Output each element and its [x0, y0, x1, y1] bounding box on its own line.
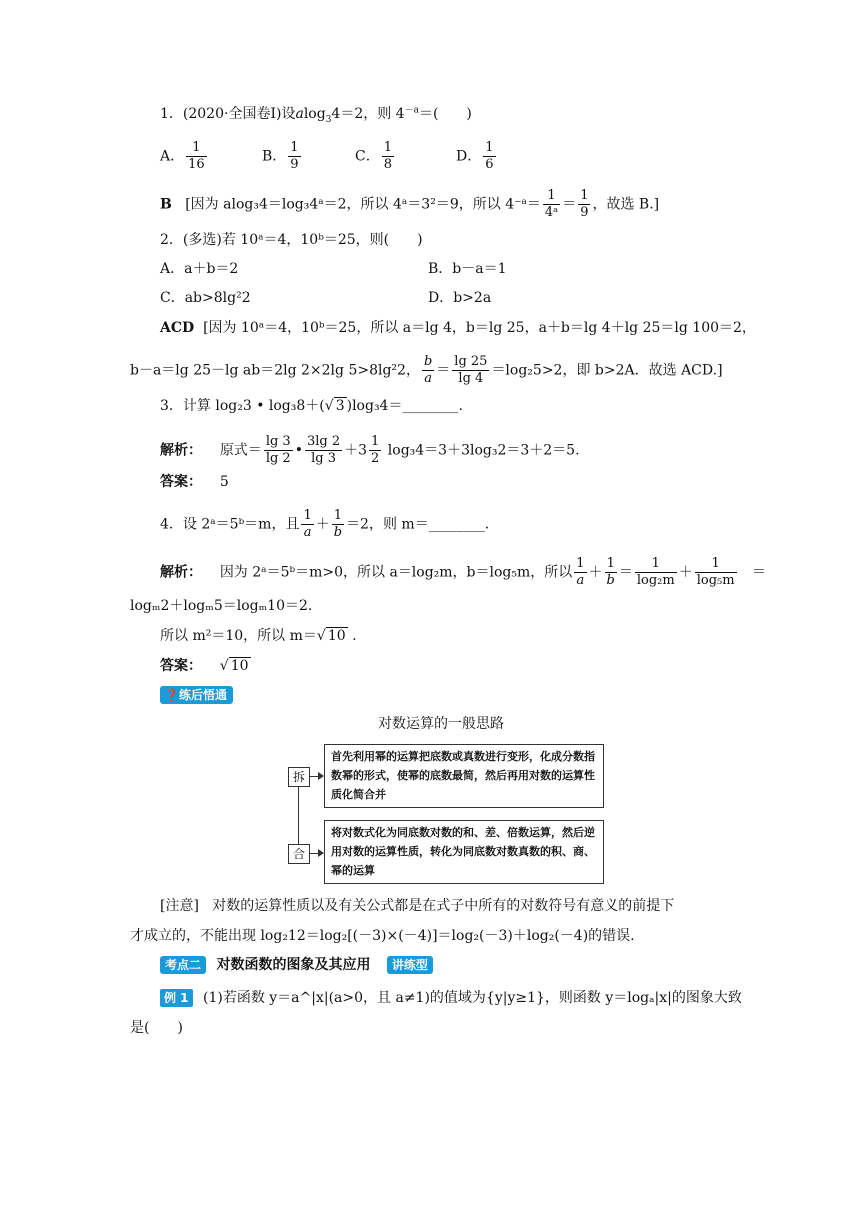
section-type-tag: 讲练型	[387, 956, 433, 974]
section-tag: 考点二	[160, 956, 206, 974]
q4-solution-line2: logₘ2＋logₘ5＝logₘ10＝2.	[130, 598, 313, 614]
q1-answer: B [因为 alog₃4＝log₃4ᵃ＝2，所以 4ᵃ＝3²＝9，所以 4⁻ᵃ＝ $\frac{1}{\text{4ᵃ}}$ ＝ $\frac{1}{9}$ ，故选 B.]	[160, 188, 660, 220]
q2-stem: 2．(多选)若 10ᵃ＝4，10ᵇ＝25，则( )	[160, 232, 423, 248]
example-line1: 例 1 (1)若函数 y＝a^|x|(a>0，且 a≠1)的值域为{y|y≥1}，则函数 y＝logₐ|x|的图象大致	[160, 988, 742, 1008]
q3-stem: 3．计算 log₂3 • log₃8＋(√ 3 )log₃4＝________.	[160, 398, 463, 414]
q2-option-c: C．ab>8lg²2	[160, 290, 251, 306]
section-header	[160, 956, 433, 974]
q1-option-a: A． $\frac{1}{16}$	[160, 140, 205, 172]
q1-option-b: B． $\frac{1}{9}$	[262, 140, 299, 172]
example-tag: 例 1	[160, 989, 193, 1007]
q4-answer: 答案： √ 10	[160, 658, 249, 674]
q3-answer: 答案： 5	[160, 474, 229, 490]
q4-solution: 解析： 因为 2ᵃ＝5ᵇ＝m>0，所以 a＝log₂m，b＝log₅m，所以 $\frac{1}{a}$ ＋ $\frac{1}{b}$ ＝ $\frac{1}{\text{log₂m}}$ ＋ $\frac{1}{\text{log₅m}}$ ＝	[160, 556, 766, 588]
he-description: 将对数式化为同底数对数的和、差、倍数运算，然后逆用对数的运算性质，转化为同底数对数真数的积、商、幂的运算	[331, 826, 595, 877]
q4-stem: 4．设 2ᵃ＝5ᵇ＝m，且 $\frac{1}{a}$ ＋ $\frac{1}{b}$ ＝2，则 m＝________.	[160, 508, 490, 540]
q4-solution-line3: 所以 m²＝10，所以 m＝√ 10 .	[160, 628, 357, 644]
flow-connector	[298, 776, 299, 854]
note-line1: [注意] 对数的运算性质以及有关公式都是在式子中所有的对数符号有意义的前提下	[160, 898, 675, 914]
q2-answer-line2: b－a＝lg 25－lg ab＝2lg 2×2lg 5>8lg²2， $\frac{b}{a}$ ＝ $\frac{\lg 25}{\lg 4}$ ＝log₂5>2，即 b>2A．故选 ACD.]	[130, 354, 723, 386]
flow-title: 对数运算的一般思路	[378, 716, 504, 732]
section-title: 对数函数的图象及其应用	[216, 957, 371, 973]
he-box: 合	[288, 844, 310, 864]
q1-option-c: C． $\frac{1}{8}$	[355, 140, 392, 172]
q2-answer-line1: ACD [因为 10ᵃ＝4，10ᵇ＝25，所以 a＝lg 4，b＝lg 25，a＋b＝lg 4＋lg 25＝lg 100＝2，	[160, 320, 756, 336]
q2-option-d: D．b>2a	[428, 290, 492, 306]
chai-box-frame	[324, 744, 604, 808]
q2-option-a: A．a＋b＝2	[160, 261, 239, 277]
q3-solution: 解析： 原式＝ $\frac{\lg 3}{\lg 2}$ • $\frac{3\lg 2}{\lg 3}$ ＋3 $\frac{1}{2}$ log₃4＝3＋3log₃2＝3＋2＝5.	[160, 434, 580, 466]
example-line2: 是( )	[130, 1020, 183, 1036]
q2-option-b: B．b－a＝1	[428, 261, 507, 277]
chai-description: 首先利用幂的运算把底数或真数进行变形，化成分数指数幂的形式，使幂的底数最简，然后再用对数的运算性质化简合并	[331, 750, 595, 801]
q1-stem: 1．(2020·全国卷Ⅰ)设alog$_3$4＝2，则 $4^{-a}=$( )	[160, 105, 472, 125]
bulb-icon: ❓	[164, 688, 179, 702]
chai-box: 拆	[288, 767, 310, 787]
q1-option-d: D． $\frac{1}{6}$	[456, 140, 494, 172]
note-line2: 才成立的，不能出现 log₂12＝log₂[(－3)×(－4)]＝log₂(－3)＋log₂(－4)的错误.	[130, 928, 635, 944]
he-box-frame	[324, 820, 604, 884]
tips-tag: ❓练后悟通	[160, 686, 233, 704]
